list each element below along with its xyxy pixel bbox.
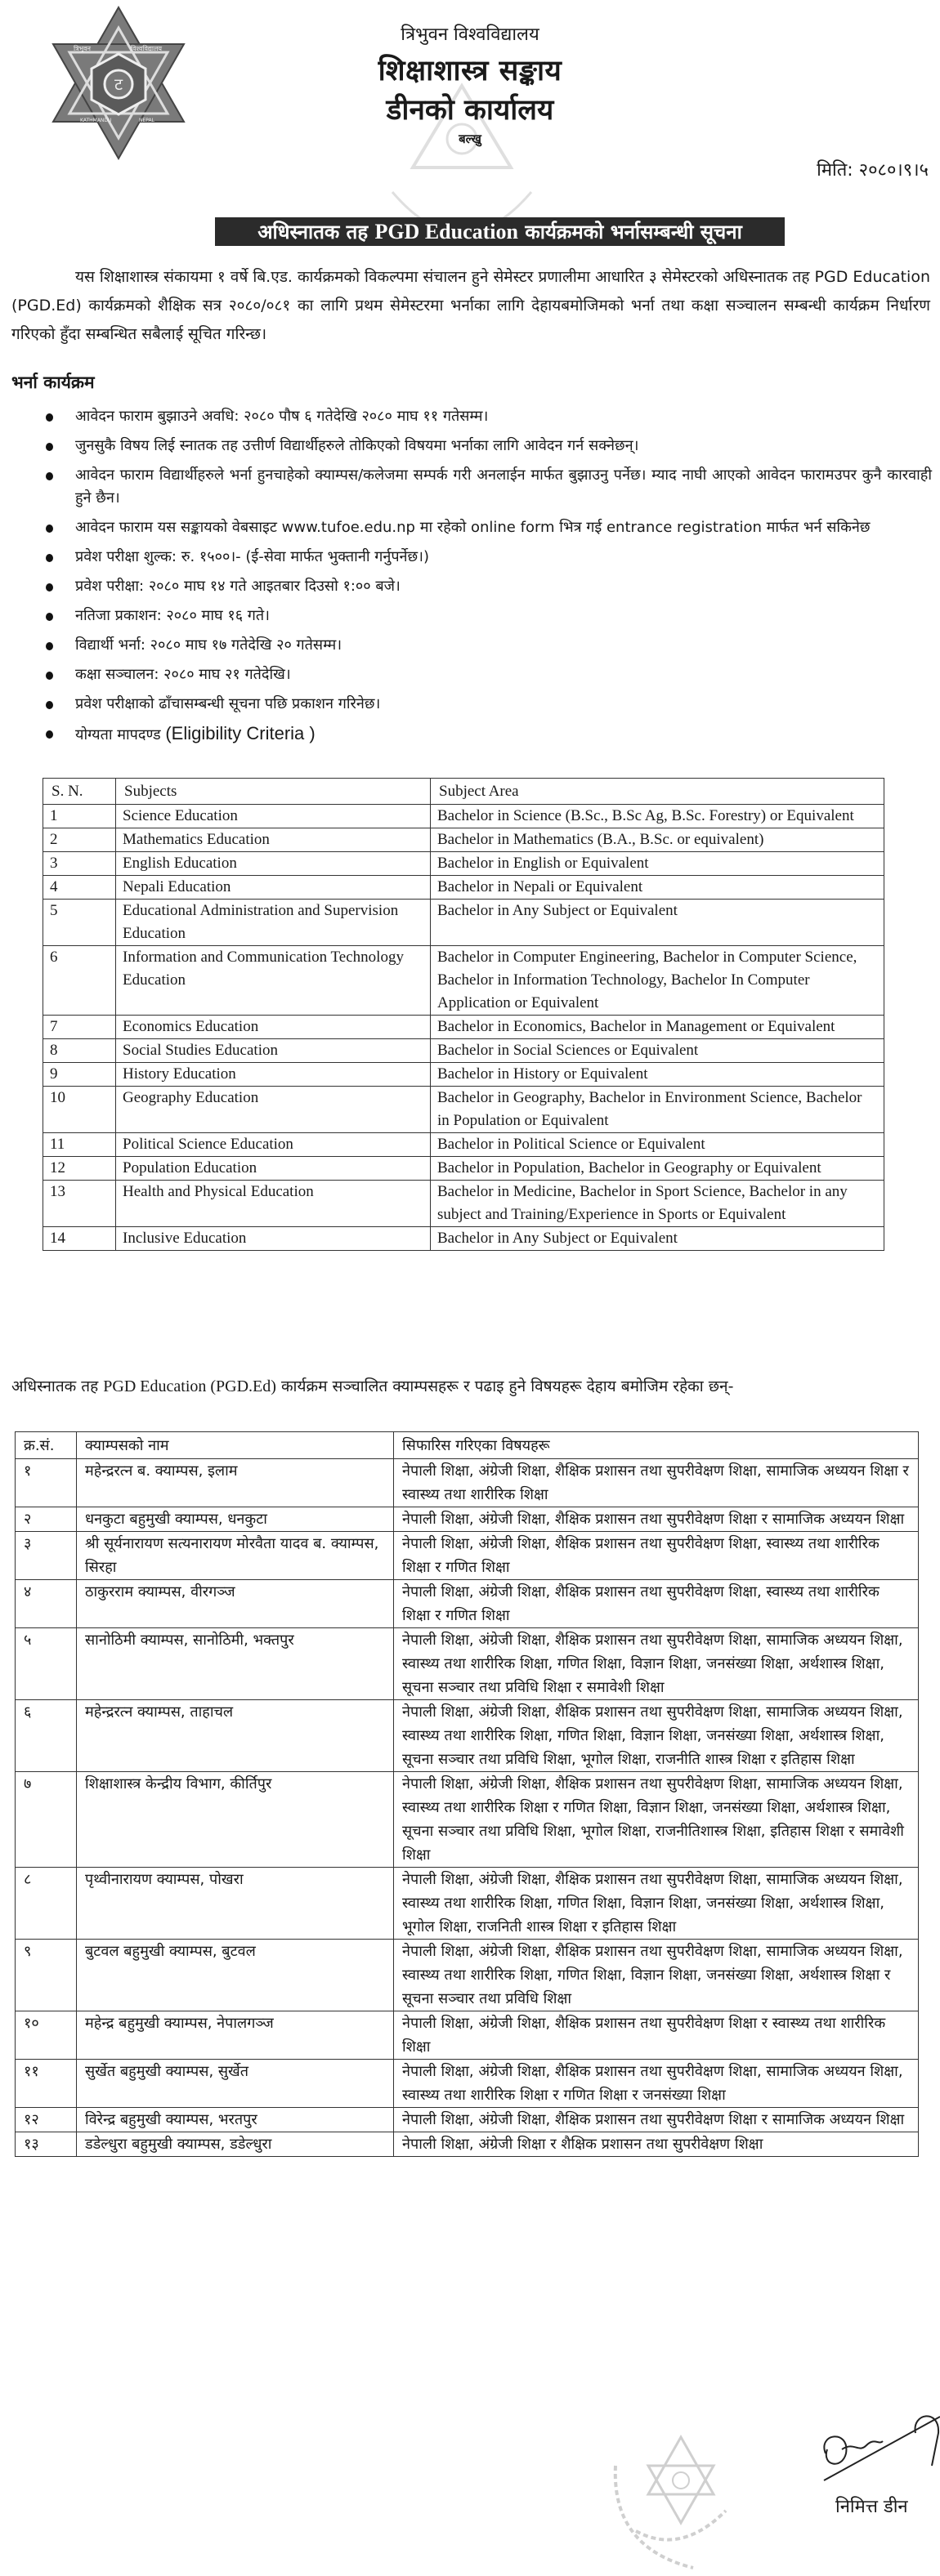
cell-detail: Bachelor in Nepali or Equivalent — [431, 876, 884, 900]
cell-detail: Bachelor in Social Sciences or Equivalent — [431, 1039, 884, 1063]
eligibility-row — [43, 876, 884, 900]
cell-detail: नेपाली शिक्षा, अंग्रेजी शिक्षा, शैक्षिक प्रशासन तथा सुपरीवेक्षण शिक्षा, स्वास्थ्य तथा शारीरिक शिक्षा र गणित शिक्षा — [394, 1580, 919, 1628]
eligibility-row — [43, 1227, 884, 1251]
header-campus-name: क्याम्पसको नाम — [77, 1432, 394, 1459]
campus-row — [16, 1507, 919, 1532]
eligibility-table — [43, 778, 884, 1251]
schedule-item-website: आवेदन फाराम यस सङ्कायको वेबसाइट www.tufoe.edu.np मा रहेको online form भित्र गई entrance registration मार्फत भर्न सकिनेछ — [41, 516, 932, 539]
cell-name: History Education — [116, 1063, 431, 1087]
table-header-row — [16, 1432, 919, 1459]
cell-name: Mathematics Education — [116, 828, 431, 852]
university-name: त्रिभुवन विश्वविद्यालय — [401, 25, 539, 45]
campus-row — [16, 2011, 919, 2060]
svg-text:NEPAL: NEPAL — [139, 118, 154, 123]
header-serial: क्र.सं. — [16, 1432, 77, 1459]
banner-text-np-1: अधिस्नातक तह — [257, 221, 375, 243]
cell-serial: 11 — [43, 1133, 116, 1157]
cell-serial: ७ — [16, 1772, 77, 1868]
cell-name: Political Science Education — [116, 1133, 431, 1157]
bullet-icon — [46, 701, 53, 709]
dean-signature — [817, 2409, 940, 2486]
cell-serial: २ — [16, 1507, 77, 1532]
cell-name: Social Studies Education — [116, 1039, 431, 1063]
eligibility-heading-item: योग्यता मापदण्ड (Eligibility Criteria ) — [41, 722, 932, 747]
svg-text:KATHMANDU: KATHMANDU — [80, 118, 112, 123]
cell-name: बुटवल बहुमुखी क्याम्पस, बुटवल — [77, 1940, 394, 2011]
eligibility-row — [43, 1087, 884, 1133]
cell-serial: 3 — [43, 852, 116, 876]
bullet-icon — [46, 672, 53, 680]
cell-detail: Bachelor in Political Science or Equivalent — [431, 1133, 884, 1157]
eligibility-row — [43, 1063, 884, 1087]
bullet-icon — [46, 443, 53, 451]
cell-detail: नेपाली शिक्षा, अंग्रेजी शिक्षा, शैक्षिक प्रशासन तथा सुपरीवेक्षण शिक्षा, सामाजिक अध्ययन शिक्षा, स्वास्थ्य तथा शारीरिक शिक्षा, गणित शिक्षा, विज्ञान शिक्षा, जनसंख्या शिक्षा, अर्थशास्त्र शिक्षा र सूचना सञ्चार तथा प्रविधि शिक्षा — [394, 1940, 919, 2011]
cell-serial: 7 — [43, 1016, 116, 1039]
bullet-icon — [46, 642, 53, 650]
cell-name: Population Education — [116, 1157, 431, 1181]
eligibility-row — [43, 805, 884, 828]
header-subjects: सिफारिस गरिएका विषयहरू — [394, 1432, 919, 1459]
cell-serial: 2 — [43, 828, 116, 852]
campus-row — [16, 1628, 919, 1700]
cell-detail: Bachelor in Any Subject or Equivalent — [431, 900, 884, 946]
cell-detail: नेपाली शिक्षा, अंग्रेजी शिक्षा, शैक्षिक प्रशासन तथा सुपरीवेक्षण शिक्षा, सामाजिक अध्ययन शिक्षा, स्वास्थ्य तथा शारीरिक शिक्षा र गणित शिक्षा, विज्ञान शिक्षा, जनसंख्या शिक्षा, अर्थशास्त्र शिक्षा, सूचना सञ्चार तथा प्रविधि शिक्षा, भूगोल शिक्षा, राजनीतिशास्त्र शिक्षा, इतिहास शिक्षा र समावेशी शिक्षा — [394, 1772, 919, 1868]
cell-name: Information and Communication Technology Education — [116, 946, 431, 1016]
cell-detail: Bachelor in Mathematics (B.A., B.Sc. or equivalent) — [431, 828, 884, 852]
schedule-item: नतिजा प्रकाशन: २०८० माघ १६ गते। — [41, 605, 932, 627]
cell-name: महेन्द्र बहुमुखी क्याम्पस, नेपालगञ्ज — [77, 2011, 394, 2060]
cell-detail: Bachelor in History or Equivalent — [431, 1063, 884, 1087]
office-name: डीनको कार्यालय — [386, 94, 554, 127]
cell-serial: ११ — [16, 2060, 77, 2108]
bullet-icon — [46, 554, 53, 562]
cell-name: महेन्द्ररत्न ब. क्याम्पस, इलाम — [77, 1459, 394, 1507]
table-header-row — [43, 779, 884, 805]
cell-serial: 9 — [43, 1063, 116, 1087]
bullet-icon — [46, 583, 53, 592]
eligibility-row — [43, 1133, 884, 1157]
campus-row — [16, 1459, 919, 1507]
cell-detail: नेपाली शिक्षा, अंग्रेजी शिक्षा, शैक्षिक प्रशासन तथा सुपरीवेक्षण शिक्षा र सामाजिक अध्ययन शिक्षा — [394, 1507, 919, 1532]
campus-row — [16, 2108, 919, 2132]
campus-row — [16, 1532, 919, 1580]
cell-serial: ३ — [16, 1532, 77, 1580]
banner-text-np-2: कार्यक्रमको भर्नासम्बन्धी सूचना — [517, 221, 742, 243]
eligibility-row — [43, 946, 884, 1016]
cell-name: महेन्द्ररत्न क्याम्पस, ताहाचल — [77, 1700, 394, 1772]
faculty-name: शिक्षाशास्त्र सङ्काय — [378, 55, 562, 87]
cell-detail: Bachelor in English or Equivalent — [431, 852, 884, 876]
eligibility-row — [43, 1016, 884, 1039]
svg-text:त्रिभुवन: त्रिभुवन — [74, 45, 91, 52]
cell-detail: नेपाली शिक्षा, अंग्रेजी शिक्षा, शैक्षिक प्रशासन तथा सुपरीवेक्षण शिक्षा, सामाजिक अध्ययन शिक्षा, स्वास्थ्य तथा शारीरिक शिक्षा र गणित शिक्षा र जनसंख्या शिक्षा — [394, 2060, 919, 2108]
cell-serial: १३ — [16, 2132, 77, 2157]
cell-detail: नेपाली शिक्षा, अंग्रेजी शिक्षा, शैक्षिक प्रशासन तथा सुपरीवेक्षण शिक्षा, स्वास्थ्य तथा शारीरिक शिक्षा र गणित शिक्षा — [394, 1532, 919, 1580]
cell-name: सुर्खेत बहुमुखी क्याम्पस, सुर्खेत — [77, 2060, 394, 2108]
bullet-icon — [46, 613, 53, 621]
bullet-icon — [46, 472, 53, 480]
cell-detail: नेपाली शिक्षा, अंग्रेजी शिक्षा, शैक्षिक प्रशासन तथा सुपरीवेक्षण शिक्षा, सामाजिक अध्ययन शिक्षा, स्वास्थ्य तथा शारीरिक शिक्षा, गणित शिक्षा, विज्ञान शिक्षा, जनसंख्या शिक्षा, अर्थशास्त्र शिक्षा, भूगोल शिक्षा, राजनिती शास्त्र शिक्षा र इतिहास शिक्षा — [394, 1868, 919, 1940]
cell-serial: १२ — [16, 2108, 77, 2132]
eligibility-row — [43, 852, 884, 876]
cell-name: Science Education — [116, 805, 431, 828]
cell-name: ठाकुरराम क्याम्पस, वीरगञ्ज — [77, 1580, 394, 1628]
eligibility-row — [43, 828, 884, 852]
header-subject-area: Subject Area — [431, 779, 884, 805]
cell-name: पृथ्वीनारायण क्याम्पस, पोखरा — [77, 1868, 394, 1940]
seal-star-icon — [603, 2433, 734, 2572]
cell-name: सानोठिमी क्याम्पस, सानोठिमी, भक्तपुर — [77, 1628, 394, 1700]
schedule-item: कक्षा सञ्चालन: २०८० माघ २१ गतेदेखि। — [41, 663, 932, 686]
cell-serial: १ — [16, 1459, 77, 1507]
bullet-icon — [46, 525, 53, 533]
cell-serial: 6 — [43, 946, 116, 1016]
campus-row — [16, 1772, 919, 1868]
cell-name: Health and Physical Education — [116, 1181, 431, 1227]
cell-serial: 13 — [43, 1181, 116, 1227]
dean-office-seal — [603, 2433, 734, 2572]
cell-detail: नेपाली शिक्षा, अंग्रेजी शिक्षा, शैक्षिक प्रशासन तथा सुपरीवेक्षण शिक्षा र सामाजिक अध्ययन शिक्षा — [394, 2108, 919, 2132]
cell-serial: ५ — [16, 1628, 77, 1700]
cell-name: विरेन्द्र बहुमुखी क्याम्पस, भरतपुर — [77, 2108, 394, 2132]
campus-row — [16, 2132, 919, 2157]
schedule-item: प्रवेश परीक्षा: २०८० माघ १४ गते आइतबार दिउसो १:०० बजे। — [41, 575, 932, 598]
cell-name: Geography Education — [116, 1087, 431, 1133]
header-subjects: Subjects — [116, 779, 431, 805]
cell-serial: 8 — [43, 1039, 116, 1063]
cell-detail: नेपाली शिक्षा, अंग्रेजी शिक्षा, शैक्षिक प्रशासन तथा सुपरीवेक्षण शिक्षा, सामाजिक अध्ययन शिक्षा, स्वास्थ्य तथा शारीरिक शिक्षा, गणित शिक्षा, विज्ञान शिक्षा, जनसंख्या शिक्षा, अर्थशास्त्र शिक्षा, सूचना सञ्चार तथा प्रविधि शिक्षा र समावेशी शिक्षा — [394, 1628, 919, 1700]
campus-list-intro: अधिस्नातक तह PGD Education (PGD.Ed) कार्यक्रम सञ्चालित क्याम्पसहरू र पढाइ हुने विषयहरू देहाय बमोजिम रहेका छन्- — [11, 1377, 734, 1395]
cell-detail: Bachelor in Any Subject or Equivalent — [431, 1227, 884, 1251]
cell-detail: Bachelor in Population, Bachelor in Geography or Equivalent — [431, 1157, 884, 1181]
cell-serial: ६ — [16, 1700, 77, 1772]
schedule-item: आवेदन फाराम बुझाउने अवधि: २०८० पौष ६ गतेदेखि २०८० माघ ११ गतेसम्म। — [41, 405, 932, 428]
schedule-item: प्रवेश परीक्षा शुल्क: रु. १५००।- (ई-सेवा मार्फत भुक्तानी गर्नुपर्नेछ।) — [41, 546, 932, 569]
admission-schedule-list — [41, 405, 932, 753]
cell-name: धनकुटा बहुमुखी क्याम्पस, धनकुटा — [77, 1507, 394, 1532]
cell-detail: नेपाली शिक्षा, अंग्रेजी शिक्षा र शैक्षिक प्रशासन तथा सुपरीवेक्षण शिक्षा — [394, 2132, 919, 2157]
signature-scribble-icon — [817, 2409, 940, 2486]
svg-text:विश्वविद्यालय: विश्वविद्यालय — [131, 45, 163, 52]
eligibility-row — [43, 1039, 884, 1063]
signatory-title: निमित्त डीन — [835, 2497, 908, 2517]
cell-serial: ९ — [16, 1940, 77, 2011]
cell-name: Nepali Education — [116, 876, 431, 900]
cell-serial: 1 — [43, 805, 116, 828]
cell-serial: 5 — [43, 900, 116, 946]
eligibility-row — [43, 900, 884, 946]
intro-paragraph: यस शिक्षाशास्त्र संकायमा १ वर्षे बि.एड. कार्यक्रमको विकल्पमा संचालन हुने सेमेस्टर प्रणालीमा आधारित ३ सेमेस्टरको अधिस्नातक तह PGD Education (PGD.Ed) कार्यक्रमको शैक्षिक सत्र २०८०/०८१ का लागि प्रथम सेमेस्टरमा भर्नाका लागि देहायबमोजिमको भर्ना तथा कक्षा सञ्चालन सम्बन्धी कार्यक्रम निर्धारण गरिएको हुँदा सम्बन्धित सबैलाई सूचित गरिन्छ। — [11, 268, 930, 343]
banner-text-en: PGD Education — [374, 220, 518, 243]
cell-detail: Bachelor in Science (B.Sc., B.Sc Ag, B.Sc. Forestry) or Equivalent — [431, 805, 884, 828]
campus-row — [16, 1940, 919, 2011]
cell-serial: 4 — [43, 876, 116, 900]
cell-name: श्री सूर्यनारायण सत्यनारायण मोरवैता यादव ब. क्याम्पस, सिरहा — [77, 1532, 394, 1580]
cell-serial: ४ — [16, 1580, 77, 1628]
cell-detail: नेपाली शिक्षा, अंग्रेजी शिक्षा, शैक्षिक प्रशासन तथा सुपरीवेक्षण शिक्षा, सामाजिक अध्ययन शिक्षा र स्वास्थ्य तथा शारीरिक शिक्षा — [394, 1459, 919, 1507]
campus-row — [16, 2060, 919, 2108]
notice-date: मिति: २०८०।९।५ — [817, 160, 929, 181]
cell-serial: ८ — [16, 1868, 77, 1940]
cell-name: English Education — [116, 852, 431, 876]
campus-row — [16, 1580, 919, 1628]
cell-detail: Bachelor in Medicine, Bachelor in Sport Science, Bachelor in any subject and Training/Experience in Sports or Equivalent — [431, 1181, 884, 1227]
office-location: बल्खु — [459, 132, 481, 146]
cell-detail: नेपाली शिक्षा, अंग्रेजी शिक्षा, शैक्षिक प्रशासन तथा सुपरीवेक्षण शिक्षा र स्वास्थ्य तथा शारीरिक शिक्षा — [394, 2011, 919, 2060]
admission-schedule-heading: भर्ना कार्यक्रम — [11, 373, 95, 392]
cell-name: Inclusive Education — [116, 1227, 431, 1251]
cell-serial: १० — [16, 2011, 77, 2060]
cell-detail: Bachelor in Computer Engineering, Bachelor in Computer Science, Bachelor in Information Technology, Bachelor In Computer Application or Equivalent — [431, 946, 884, 1016]
cell-name: डडेल्धुरा बहुमुखी क्याम्पस, डडेल्धुरा — [77, 2132, 394, 2157]
schedule-item: जुनसुकै विषय लिई स्नातक तह उत्तीर्ण विद्यार्थीहरुले तोकिएको विषयमा भर्नाका लागि आवेदन गर्न सक्नेछन्। — [41, 435, 932, 458]
schedule-item: आवेदन फाराम विद्यार्थीहरुले भर्ना हुनचाहेको क्याम्पस/कलेजमा सम्पर्क गरी अनलाईन मार्फत बुझाउनु पर्नेछ। म्याद नाघी आएको आवेदन फारामउपर कुनै कारवाही हुने छैन। — [41, 464, 932, 510]
svg-text:ट: ट — [114, 76, 123, 94]
campus-row — [16, 1700, 919, 1772]
notice-title-banner — [215, 217, 785, 246]
cell-name: शिक्षाशास्त्र केन्द्रीय विभाग, कीर्तिपुर — [77, 1772, 394, 1868]
cell-name: Economics Education — [116, 1016, 431, 1039]
cell-detail: Bachelor in Geography, Bachelor in Environment Science, Bachelor in Population or Equivalent — [431, 1087, 884, 1133]
bullet-icon — [46, 730, 53, 739]
cell-detail: नेपाली शिक्षा, अंग्रेजी शिक्षा, शैक्षिक प्रशासन तथा सुपरीवेक्षण शिक्षा, सामाजिक अध्ययन शिक्षा, स्वास्थ्य तथा शारीरिक शिक्षा, गणित शिक्षा, विज्ञान शिक्षा, जनसंख्या शिक्षा, अर्थशास्त्र शिक्षा, सूचना सञ्चार तथा प्रविधि शिक्षा, भूगोल शिक्षा, राजनीति शास्त्र शिक्षा र इतिहास शिक्षा — [394, 1700, 919, 1772]
campus-table — [15, 1431, 919, 2157]
schedule-item: प्रवेश परीक्षाको ढाँचासम्बन्धी सूचना पछि प्रकाशन गरिनेछ। — [41, 693, 932, 716]
schedule-item: विद्यार्थी भर्ना: २०८० माघ १७ गतेदेखि २० गतेसम्म। — [41, 634, 932, 657]
header-sn: S. N. — [43, 779, 116, 805]
cell-name: Educational Administration and Supervision Education — [116, 900, 431, 946]
eligibility-row — [43, 1181, 884, 1227]
cell-serial: 14 — [43, 1227, 116, 1251]
bullet-icon — [46, 413, 53, 422]
eligibility-row — [43, 1157, 884, 1181]
cell-serial: 10 — [43, 1087, 116, 1133]
cell-serial: 12 — [43, 1157, 116, 1181]
cell-detail: Bachelor in Economics, Bachelor in Management or Equivalent — [431, 1016, 884, 1039]
campus-row — [16, 1868, 919, 1940]
